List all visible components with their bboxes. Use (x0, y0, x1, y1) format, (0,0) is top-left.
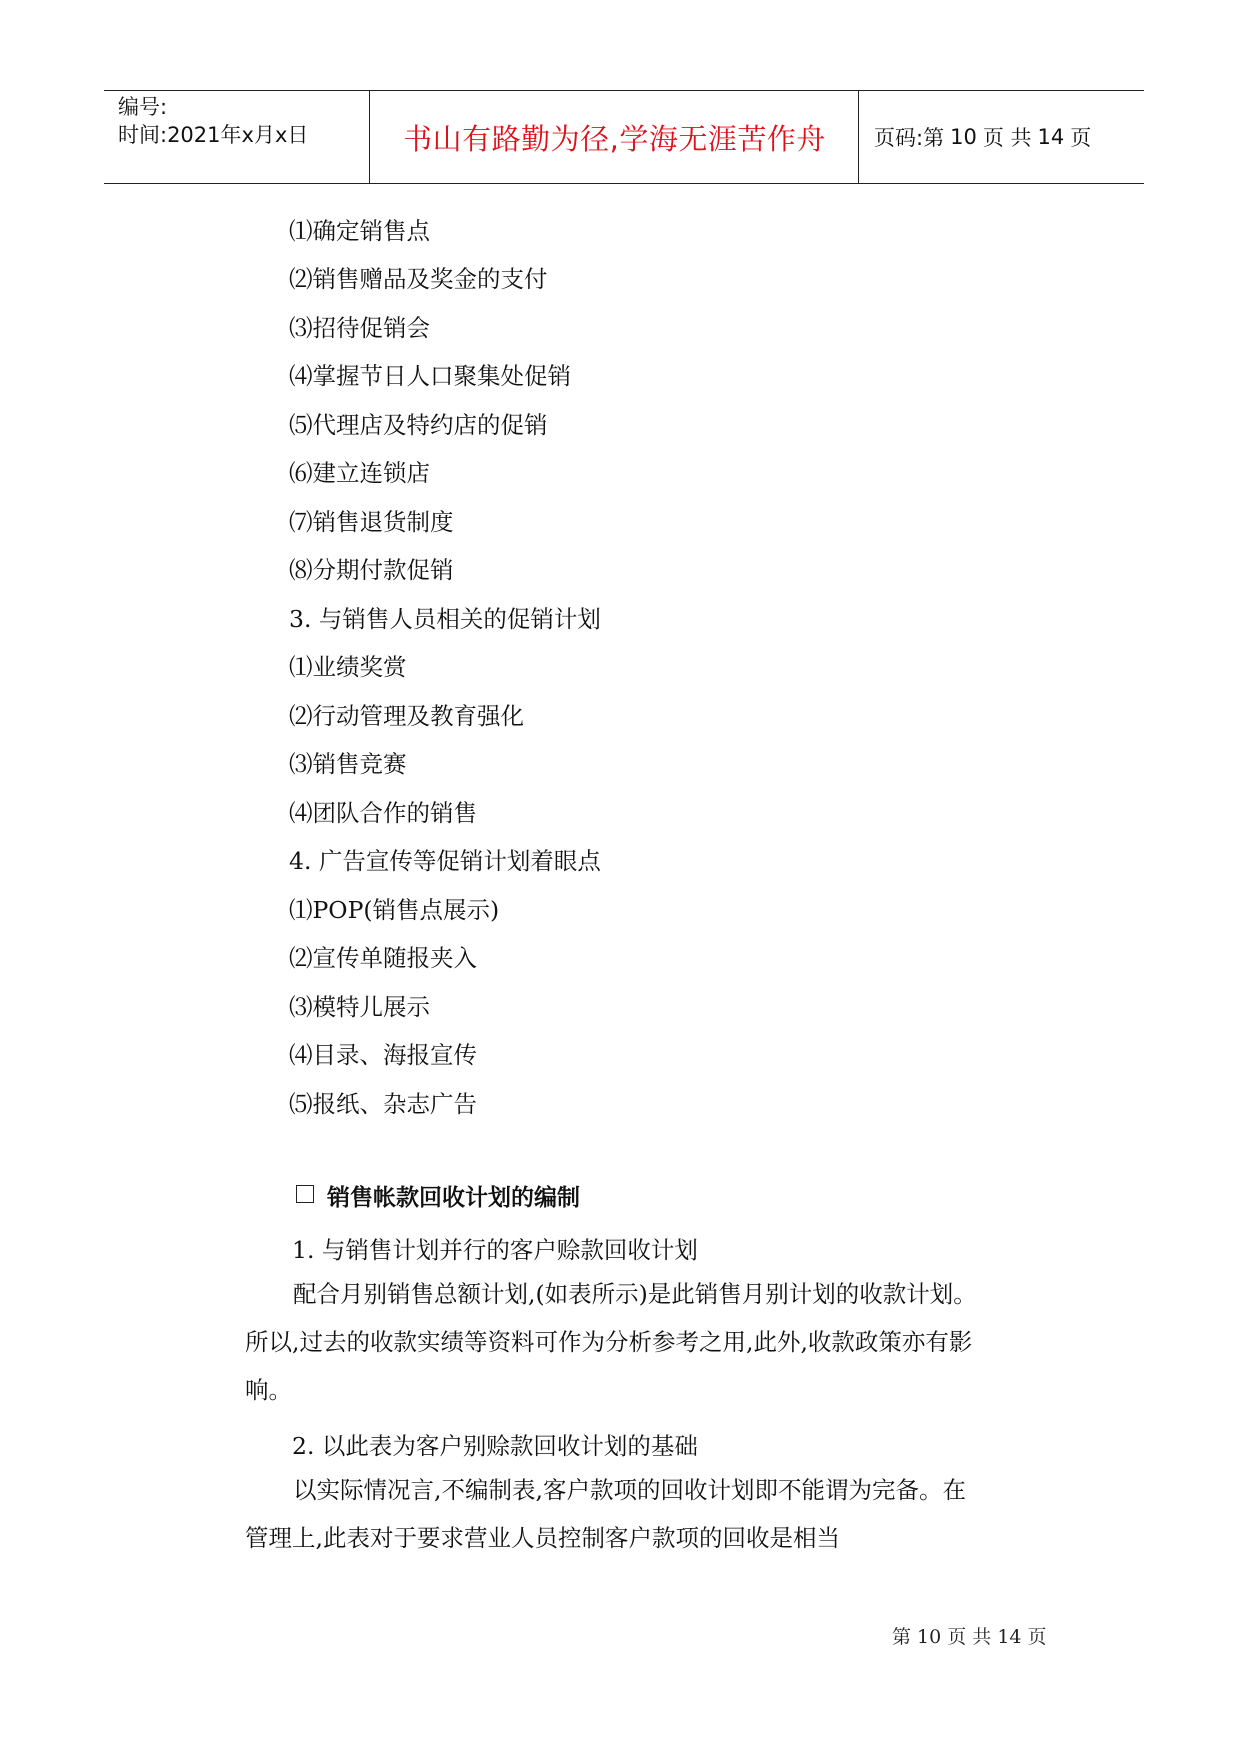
list-item: ⑴业绩奖赏 (289, 653, 407, 681)
list-item: ⑺销售退货制度 (289, 508, 454, 536)
list-item: ⑵行动管理及教育强化 (289, 702, 524, 730)
list-item: ⑻分期付款促销 (289, 556, 454, 584)
list-item: ⑴确定销售点 (289, 217, 430, 245)
paragraph: 以实际情况言,不编制表,客户款项的回收计划即不能谓为完备。在管理上,此表对于要求营业人员控制客户款项的回收是相当 (245, 1476, 966, 1552)
list-item: ⑵销售赠品及奖金的支付 (289, 265, 548, 293)
page-header (104, 90, 1144, 184)
header-meta (118, 93, 368, 149)
page-current: 10 (950, 125, 977, 149)
document-number-label: 编号: (118, 95, 168, 119)
list-item: ⑷目录、海报宣传 (289, 1041, 477, 1069)
list-item: ⑵宣传单随报夹入 (289, 944, 477, 972)
list-item: ⑴POP(销售点展示) (289, 896, 500, 924)
list-item: ⑸报纸、杂志广告 (289, 1090, 477, 1118)
section-subheading: 2. 以此表为客户别赊款回收计划的基础 (292, 1432, 698, 1460)
header-page-number (874, 91, 1091, 183)
list-item: ⑸代理店及特约店的促销 (289, 411, 548, 439)
page-mid: 页 共 (982, 126, 1032, 150)
list-item: ⑶销售竞赛 (289, 750, 407, 778)
document-time-label: 时间:2021年x月x日 (118, 123, 309, 147)
list-item: ⑷掌握节日人口聚集处促销 (289, 362, 571, 390)
list-item: ⑶模特儿展示 (289, 993, 430, 1021)
list-item: ⑶招待促销会 (289, 314, 430, 342)
list-heading: 3. 与销售人员相关的促销计划 (289, 605, 601, 633)
section-subheading: 1. 与销售计划并行的客户赊款回收计划 (292, 1236, 698, 1264)
header-motto: 书山有路勤为径,学海无涯苦作舟 (403, 121, 826, 156)
header-divider (858, 91, 859, 183)
page-footer: 第 10 页 共 14 页 (892, 1626, 1047, 1648)
paragraph: 配合月别销售总额计划,(如表所示)是此销售月别计划的收款计划。所以,过去的收款实绩等资料可作为分析参考之用,此外,收款政策亦有影响。 (245, 1280, 977, 1404)
header-divider (369, 91, 370, 183)
page-prefix: 页码:第 (874, 126, 945, 150)
list-heading: 4. 广告宣传等促销计划着眼点 (289, 847, 601, 875)
checkbox-icon (296, 1185, 314, 1203)
list-item: ⑹建立连锁店 (289, 459, 430, 487)
list-item: ⑷团队合作的销售 (289, 799, 477, 827)
page-total: 14 (1037, 125, 1065, 149)
page-suffix: 页 (1070, 126, 1092, 150)
section-heading: 销售帐款回收计划的编制 (327, 1185, 580, 1211)
